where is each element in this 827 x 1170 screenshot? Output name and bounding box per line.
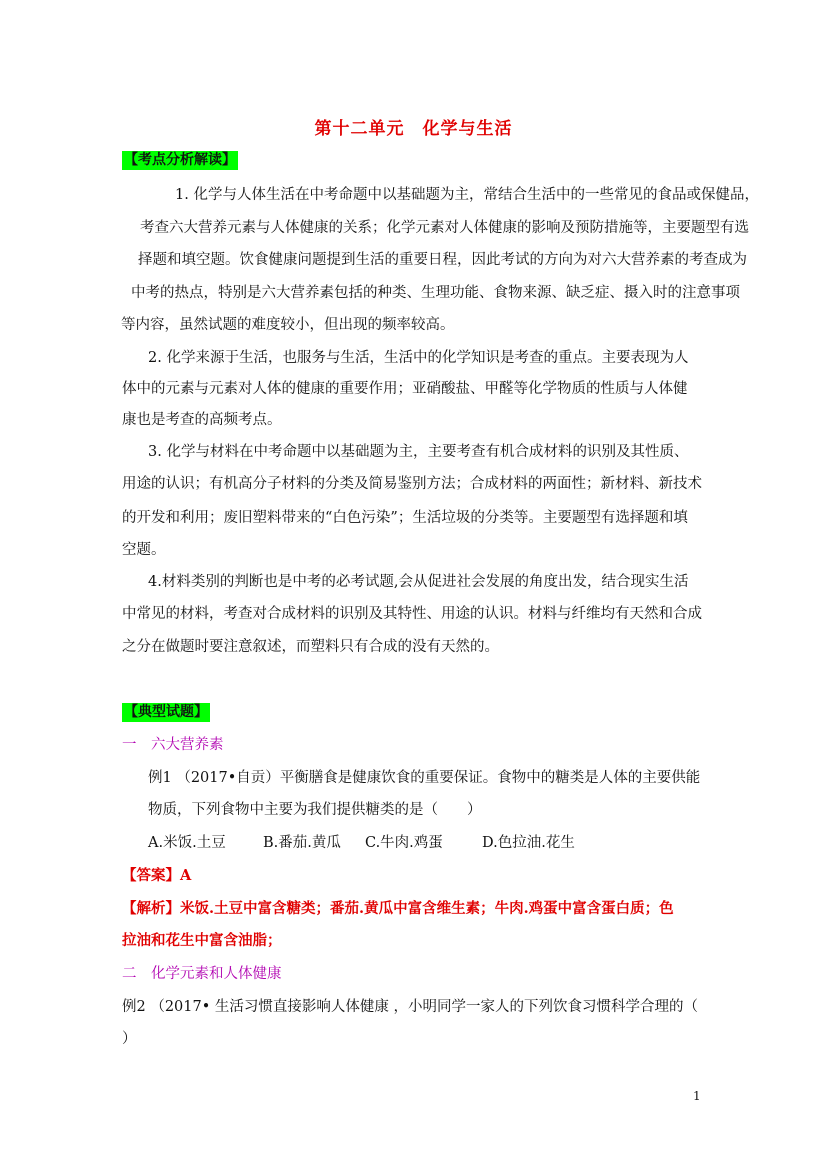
paragraph-line: 空题。	[122, 542, 166, 558]
paragraph-line: 中考的热点，特别是六大营养素包括的种类、生理功能、食物来源、缺乏症、摄入时的注意事项	[131, 285, 740, 301]
page-number: 1	[693, 1089, 701, 1103]
example-line: 物质，下列食物中主要为我们提供糖类的是（ ）	[148, 802, 482, 818]
option-a: A.米饭.土豆	[148, 835, 226, 851]
option-d: D.色拉油.花生	[482, 835, 575, 851]
section-heading-nutrients: 一 六大营养素	[122, 737, 224, 753]
option-b: B.番茄.黄瓜	[263, 835, 341, 851]
example-line: 例1 （2017•自贡）平衡膳食是健康饮食的重要保证。食物中的糖类是人体的主要供能	[148, 770, 701, 786]
paragraph-line: 4.材料类别的判断也是中考的必考试题,会从促进社会发展的角度出发，结合现实生活	[148, 574, 689, 590]
example-line: 例2 （2017• 生活习惯直接影响人体健康 ，小明同学一家人的下列饮食习惯科学合理的（	[122, 999, 699, 1015]
paragraph-line: 1. 化学与人体生活在中考命题中以基础题为主，常结合生活中的一些常见的食品或保健品，	[175, 187, 759, 203]
paragraph-line: 的开发和利用；废旧塑料带来的“白色污染”；生活垃圾的分类等。主要题型有选择题和填	[122, 510, 688, 526]
example-line: ）	[122, 1031, 137, 1047]
analysis-line: 拉油和花生中富含油脂；	[122, 932, 282, 949]
paragraph-line: 考查六大营养元素与人体健康的关系；化学元素对人体健康的影响及预防措施等，主要题型有选	[140, 220, 749, 236]
paragraph-line: 康也是考查的高频考点。	[122, 412, 282, 428]
paragraph-line: 用途的认识；有机高分子材料的分类及简易鉴别方法；合成材料的两面性；新材料、新技术	[122, 476, 702, 492]
paragraph-line: 2. 化学来源于生活，也服务与生活，生活中的化学知识是考查的重点。主要表现为人	[148, 350, 689, 366]
paragraph-line: 体中的元素与元素对人体的健康的重要作用；亚硝酸盐、甲醛等化学物质的性质与人体健	[122, 381, 688, 397]
paragraph-line: 中常见的材料，考查对合成材料的识别及其特性、用途的认识。材料与纤维均有天然和合成	[122, 606, 702, 622]
paragraph-line: 择题和填空题。饮食健康问题提到生活的重要日程，因此考试的方向为对六大营养素的考查成为	[138, 252, 747, 268]
section-heading-elements: 二 化学元素和人体健康	[122, 966, 282, 982]
page-title: 第十二单元 化学与生活	[314, 119, 513, 139]
paragraph-line: 之分在做题时要注意叙述，而塑料只有合成的没有天然的。	[122, 639, 499, 655]
paragraph-line: 3. 化学与材料在中考命题中以基础题为主，主要考查有机合成材料的识别及其性质、	[148, 444, 689, 460]
analysis-line: 【解析】米饭.土豆中富含糖类；番茄.黄瓜中富含维生素；牛肉.鸡蛋中富含蛋白质；色	[122, 900, 674, 917]
answer-label: 【答案】A	[122, 867, 192, 884]
option-c: C.牛肉.鸡蛋	[365, 835, 443, 851]
paragraph-line: 等内容，虽然试题的难度较小，但出现的频率较高。	[121, 317, 455, 333]
section-tag-analysis: 【考点分析解读】	[124, 152, 236, 168]
section-tag-typical: 【典型试题】	[124, 704, 208, 720]
